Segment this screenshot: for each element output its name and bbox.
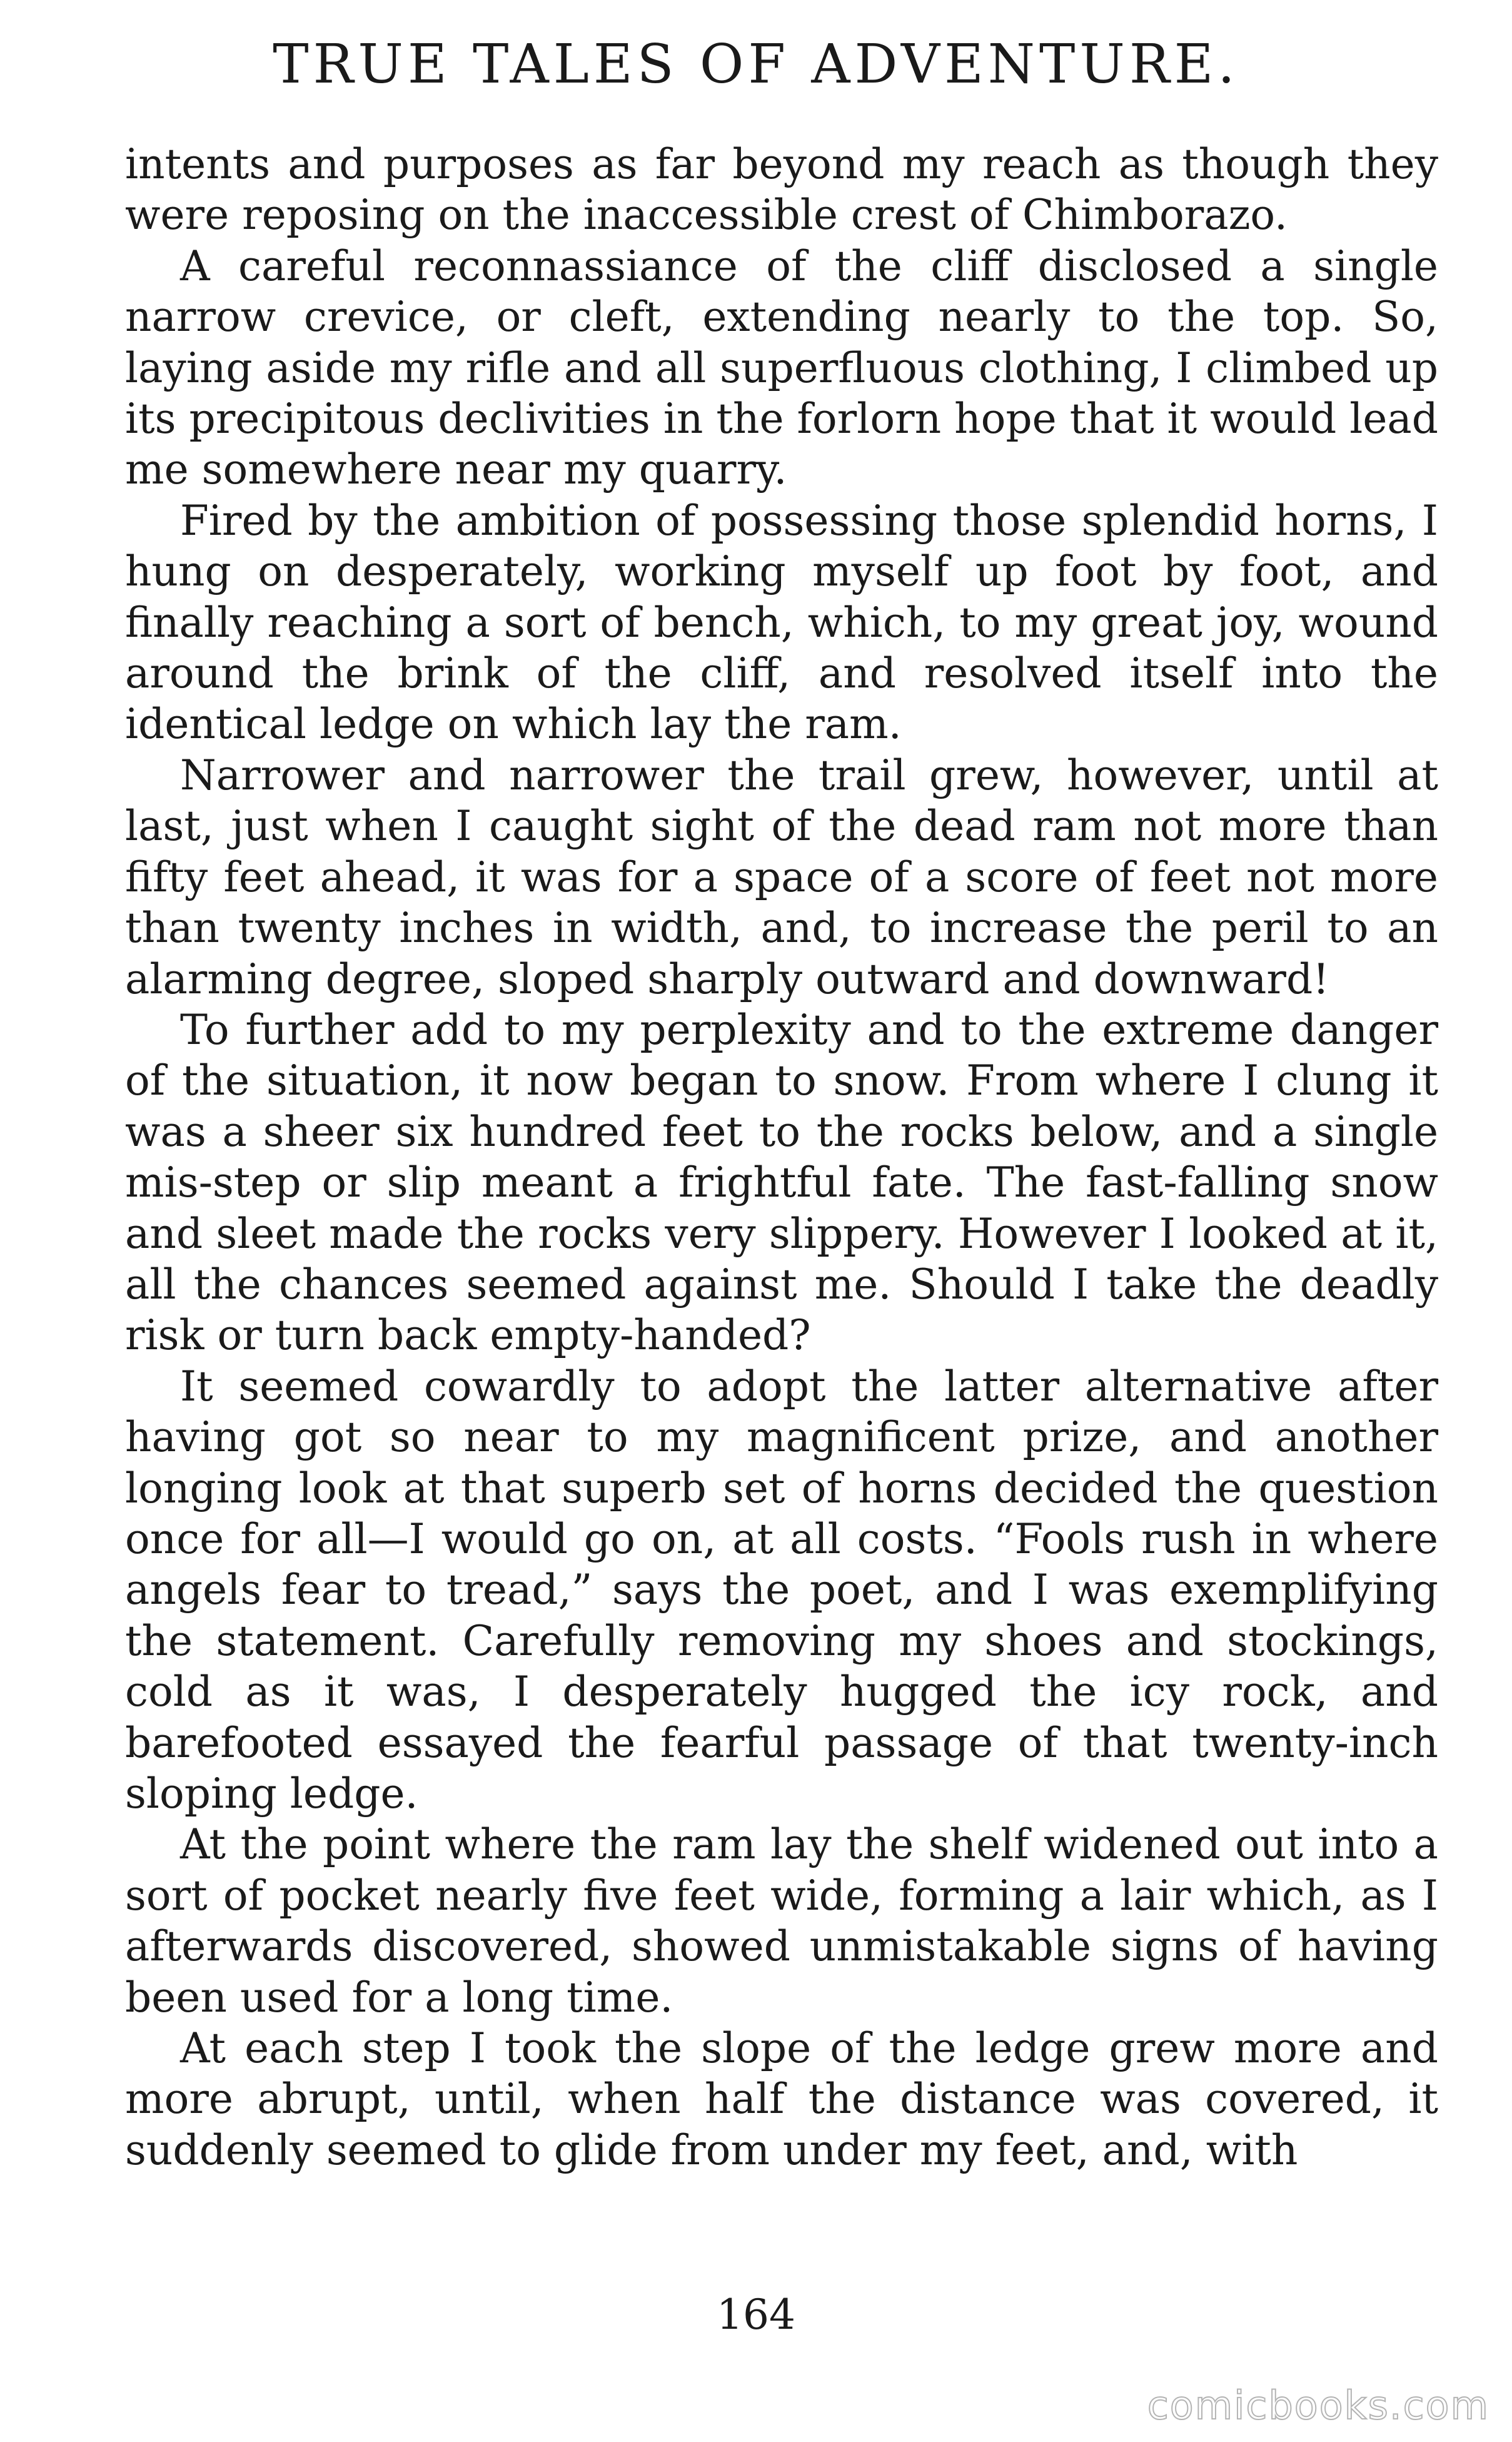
paragraph: Narrower and narrower the trail grew, however, until at last, just when I caught sight of the dead ram not more than fifty feet ahead, it was for a space of a score of feet not more than twenty inches in width, and, to increase the peril to an alarming degree, sloped sharply outward and downward! bbox=[125, 751, 1438, 1003]
paragraph: To further add to my perplexity and to the extreme danger of the situation, it now began to snow. From where I clung it was a sheer six hundred feet to the rocks below, and a single mis-step or slip meant a frightful fate. The fast-falling snow and sleet made the rocks very slippery. However I looked at it, all the chances seemed against me. Should I take the deadly risk or turn back empty-handed? bbox=[125, 1005, 1438, 1360]
paragraph: It seemed cowardly to adopt the latter alternative after having got so near to my magnificent prize, and another longing look at that superb set of horns decided the question once for all—I would go on, at all costs. “Fools rush in where angels fear to tread,” says the poet, and I was exemplifying the statement. Carefully removing my shoes and stockings, cold as it was, I desperately hugged the icy rock, and barefooted essayed the fearful passage of that twenty-inch sloping ledge. bbox=[125, 1362, 1438, 1818]
running-head: TRUE TALES OF ADVENTURE. bbox=[273, 33, 1239, 96]
paragraph: At each step I took the slope of the ledge grew more and more abrupt, until, when half the distance was covered, it suddenly seemed to glide from under my feet, and, with bbox=[125, 2024, 1438, 2174]
body-text bbox=[125, 139, 1438, 2176]
page-number: 164 bbox=[717, 2291, 795, 2339]
paragraph: Fired by the ambition of possessing those splendid horns, I hung on desperately, working myself up foot by foot, and finally reaching a sort of bench, which, to my great joy, wound around the brink of the cliff, and resolved itself into the identical ledge on which lay the ram. bbox=[125, 496, 1438, 749]
paragraph: A careful reconnassiance of the cliff disclosed a single narrow crevice, or cleft, extending nearly to the top. So, laying aside my rifle and all superfluous clothing, I climbed up its precipitous declivities in the forlorn hope that it would lead me somewhere near my quarry. bbox=[125, 241, 1438, 494]
paragraph-continuation: intents and purposes as far beyond my reach as though they were reposing on the inaccessible crest of Chimborazo. bbox=[125, 140, 1438, 240]
watermark: comicbooks.com bbox=[1147, 2383, 1489, 2428]
paragraph: At the point where the ram lay the shelf widened out into a sort of pocket nearly five feet wide, forming a lair which, as I afterwards discovered, showed unmistakable signs of having been used for a long time. bbox=[125, 1820, 1438, 2022]
